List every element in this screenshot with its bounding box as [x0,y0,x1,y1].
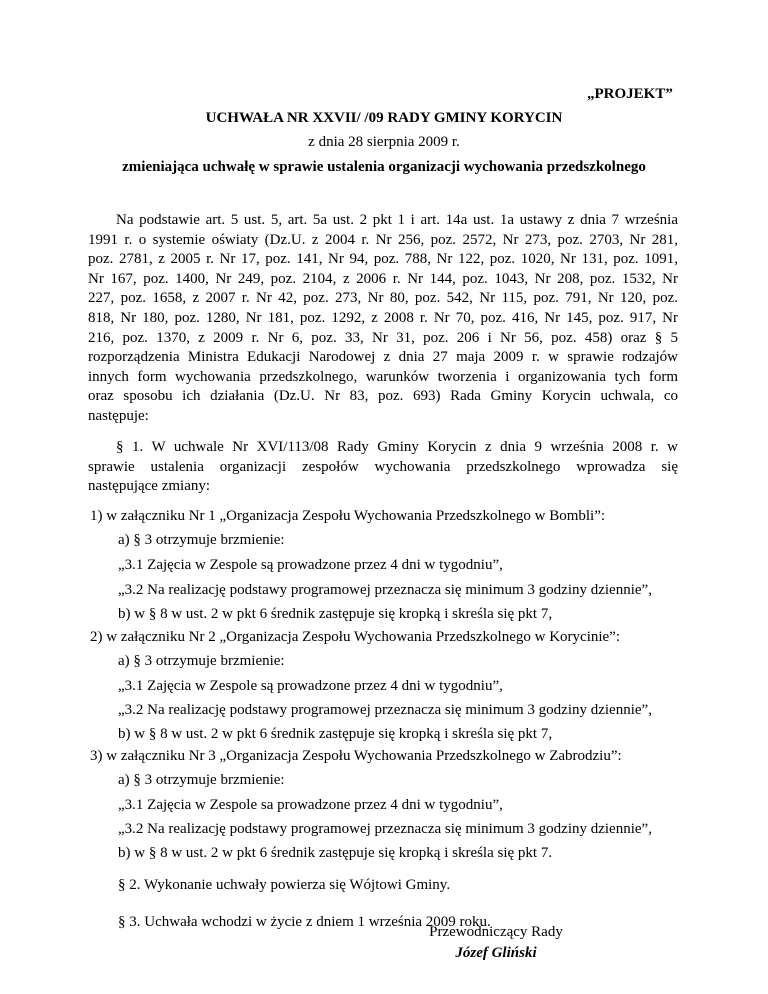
annex-3-item: b) w § 8 w ust. 2 w pkt 6 średnik zastępuje się kropką i skreśla się pkt 7. [118,845,553,861]
annex-1-item: „3.1 Zajęcia w Zespole są prowadzone przez 4 dni w tygodniu”, [118,557,503,573]
preamble-line: innych form wychowania przedszkolnego, warunków tworzenia i organizowania tych form [88,368,678,385]
annex-2-item: b) w § 8 w ust. 2 w pkt 6 średnik zastępuje się kropką i skreśla się pkt 7, [118,726,553,742]
preamble-line: Na podstawie art. 5 ust. 5, art. 5a ust. 2 pkt 1 i art. 14a ust. 1a ustawy z dnia 7 września [116,212,678,228]
preamble-line: 1991 r. o systemie oświaty (Dz.U. z 2004 r. Nr 256, poz. 2572, Nr 273, poz. 2703, Nr 281, [88,231,678,248]
preamble-line: 216, poz. 1370, z 2009 r. Nr 6, poz. 33, Nr 31, poz. 206 i Nr 56, poz. 458) oraz § 5 [88,329,678,346]
preamble-line: oraz sposobu ich działania (Dz.U. Nr 83, poz. 693) Rada Gminy Korycin uchwala, co [88,388,678,405]
preamble-line: Nr 167, poz. 1400, Nr 249, poz. 2104, z 2006 r. Nr 144, poz. 1043, Nr 208, poz. 1532, Nr [88,270,678,287]
annex-3-heading: 3) w załączniku Nr 3 „Organizacja Zespołu Wychowania Przedszkolnego w Zabrodziu”: [90,748,622,764]
section-3: § 3. Uchwała wchodzi w życie z dniem 1 września 2009 roku. [118,914,491,930]
resolution-date: z dnia 28 sierpnia 2009 r. [308,134,460,150]
signature-role: Przewodniczący Rady [429,924,563,940]
preamble-line: 818, Nr 180, poz. 1280, Nr 181, poz. 1292, z 2008 r. Nr 70, poz. 416, Nr 145, poz. 917, Nr [88,309,678,326]
annex-2-item: „3.2 Na realizację podstawy programowej przeznacza się minimum 3 godziny dziennie”, [118,702,652,718]
signature-name: Józef Gliński [455,945,537,961]
annex-1-heading: 1) w załączniku Nr 1 „Organizacja Zespołu Wychowania Przedszkolnego w Bombli”: [90,508,606,524]
annex-1-item: a) § 3 otrzymuje brzmienie: [118,532,285,548]
projekt-label: „PROJEKT” [587,86,673,102]
annex-1-item: „3.2 Na realizację podstawy programowej przeznacza się minimum 3 godziny dziennie”, [118,582,652,598]
annex-1-item: b) w § 8 w ust. 2 w pkt 6 średnik zastępuje się kropką i skreśla się pkt 7, [118,606,553,622]
section-1-line: następujące zmiany: [88,478,211,495]
annex-3-item: a) § 3 otrzymuje brzmienie: [118,772,285,788]
preamble-line: następuje: [88,407,149,424]
annex-2-item: a) § 3 otrzymuje brzmienie: [118,653,285,669]
preamble-line: 227, poz. 1658, z 2007 r. Nr 42, poz. 273, Nr 80, poz. 542, Nr 115, poz. 791, Nr 120, poz. [88,290,678,307]
resolution-subject: zmieniająca uchwałę w sprawie ustalenia organizacji wychowania przedszkolnego [122,159,646,175]
section-1-line: § 1. W uchwale Nr XVI/113/08 Rady Gminy Korycin z dnia 9 września 2008 r. w [116,439,678,455]
section-2: § 2. Wykonanie uchwały powierza się Wójtowi Gminy. [118,877,451,893]
section-1-intro [88,438,678,497]
annex-2-item: „3.1 Zajęcia w Zespole są prowadzone przez 4 dni w tygodniu”, [118,678,503,694]
preamble-line: poz. 2781, z 2005 r. Nr 17, poz. 141, Nr 94, poz. 788, Nr 122, poz. 1020, Nr 131, poz. 1091, [88,251,678,268]
preamble-paragraph [88,211,678,427]
annex-3-item: „3.1 Zajęcia w Zespole sa prowadzone przez 4 dni w tygodniu”, [118,797,503,813]
preamble-line: rozporządzenia Ministra Edukacji Narodowej z dnia 27 maja 2009 r. w sprawie rodzajów [88,349,678,366]
annex-3-item: „3.2 Na realizację podstawy programowej przeznacza się minimum 3 godziny dziennie”, [118,821,652,837]
annex-2-heading: 2) w załączniku Nr 2 „Organizacja Zespołu Wychowania Przedszkolnego w Korycinie”: [90,629,621,645]
section-1-line: sprawie ustalenia organizacji zespołów wychowania przedszkolnego wprowadza się [88,458,678,475]
resolution-title: UCHWAŁA NR XXVII/ /09 RADY GMINY KORYCIN [205,110,563,126]
